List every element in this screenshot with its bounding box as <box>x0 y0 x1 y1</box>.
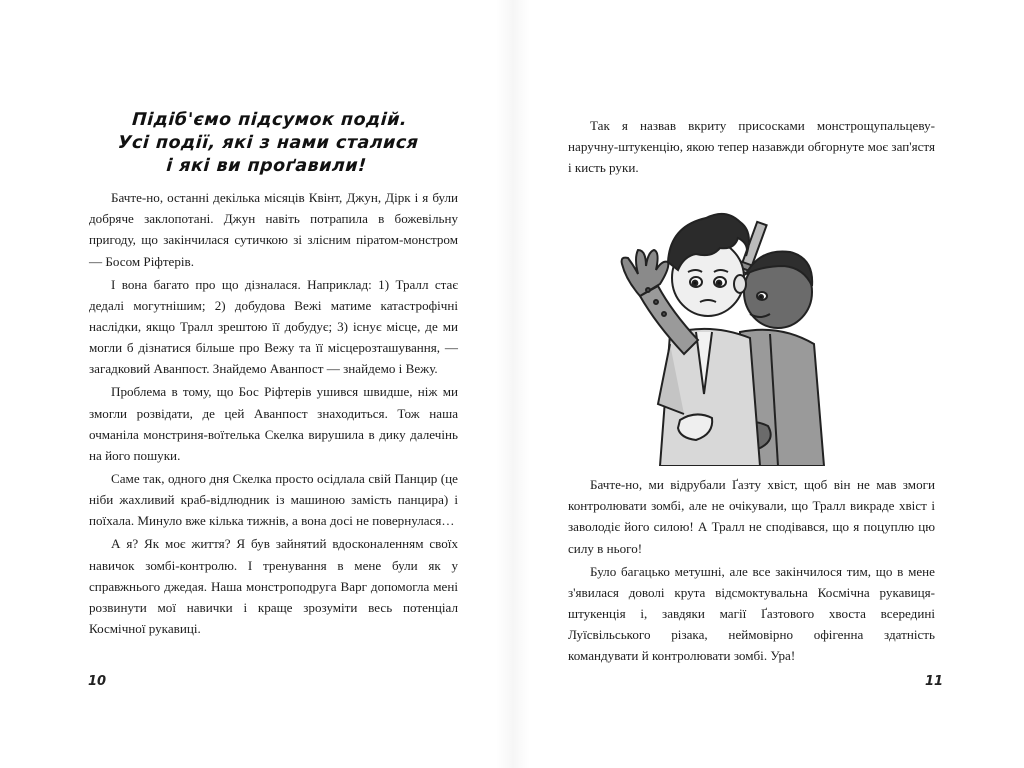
paragraph: Було багацько метушні, але все закінчилося тим, що в мене з'явилася доволі крута відсмоктувальна Космічна рукавиця-штукенція і, завдяки магії Ґазтового хвоста всередині Луїсвільського різака, неймовірно офігенна здатність командувати й контролювати зомбі. Ура! <box>568 563 935 664</box>
paragraph: Так я назвав вкриту присосками монстрощупальцеву-наручну-штукенцію, якою тепер назавжди обгорнуте моє зап'ястя і кисть руки. <box>568 118 935 176</box>
heading-line: Усі події, які з нами сталися <box>117 133 420 153</box>
two-boys-illustration <box>600 204 840 466</box>
page-number-left: 10 <box>88 674 107 689</box>
heading-line: Підіб'ємо підсумок подій. <box>131 110 408 130</box>
heading-line: і які ви проґавили! <box>165 156 368 176</box>
paragraph: Саме так, одного дня Скелка просто осідлала свій Панцир (це ніби жахливий краб-відлюдник із машиною замість панцира) і поїхала. Минуло вже кілька тижнів, а вона досі не повернулася… <box>89 471 458 529</box>
paragraph: Проблема в тому, що Бос Ріфтерів ушився швидше, ніж ми змогли розвідати, де цей Аванпост знаходиться. Тож наша очманіла монстриня-воїтелька Скелка вирушила в дику далечінь на його пошуки. <box>89 384 458 464</box>
paragraph: Бачте-но, ми відрубали Ґазту хвіст, щоб він не мав змоги контролювати зомбі, але не очікували, що Тралл викраде хвіст і заволодіє його силою! А Тралл не сподівався, що я поцуплю цю силу в нього! <box>568 477 935 556</box>
paragraph: А я? Як моє життя? Я був зайнятий вдосконаленням своїх навичок зомбі-контролю. І тренування в мене були як у справжнього джедая. Наша монстроподруга Варг допомогла мені розвинути мої навички і краще зрозуміти весь потенціал Космічної рукавиці. <box>89 536 458 637</box>
page-number-right: 11 <box>925 674 944 689</box>
first-boy <box>622 214 760 466</box>
right-bottom-text <box>568 474 935 668</box>
paragraph: Бачте-но, останні декілька місяців Квінт, Джун, Дірк і я були добряче заклопотані. Джун навіть потрапила в божевільну пригоду, що закінчилася сутичкою зі злісним піратом-монстром — Босом Ріфтерів. <box>89 190 458 269</box>
paragraph: І вона багато про що дізналася. Наприклад: 1) Тралл стає дедалі могутнішим; 2) добудова Вежі матиме катастрофічні наслідки, якщо Тралл зрештою її добудує; 3) існує місце, де ми могли б дізнатися більше про Вежу та її місцерозташування, — загадковий Аванпост. Знайдемо Аванпост — знайдемо і Вежу. <box>89 276 458 377</box>
chapter-heading <box>116 109 421 178</box>
left-body-text <box>89 187 458 641</box>
right-top-text <box>568 115 935 180</box>
